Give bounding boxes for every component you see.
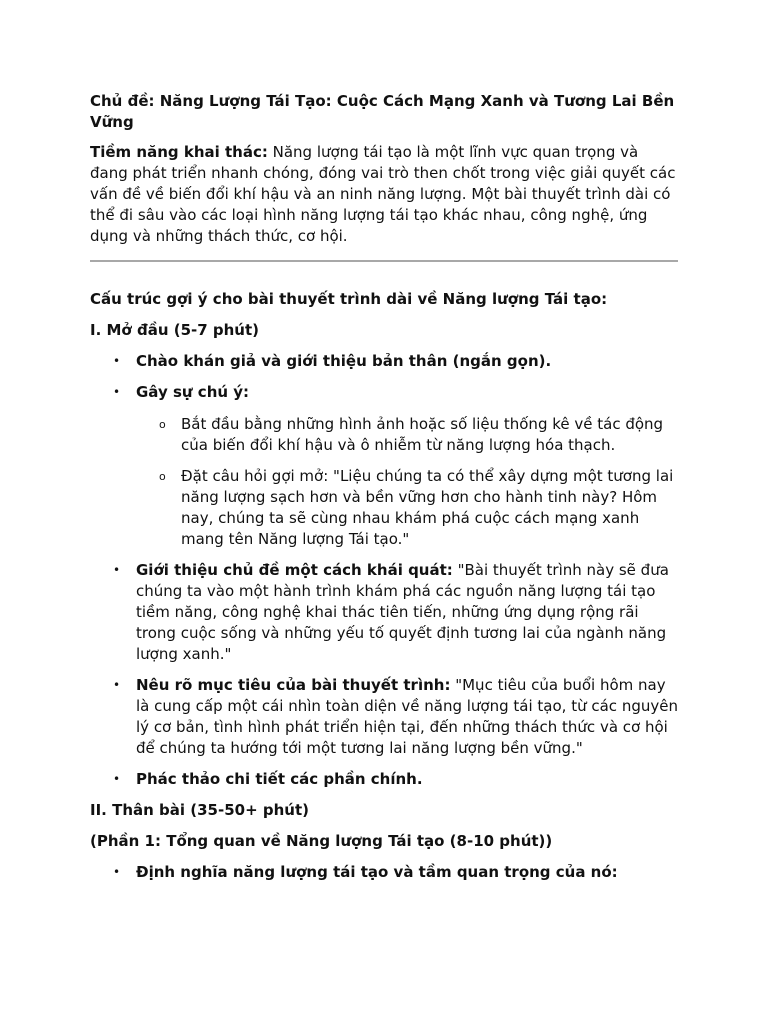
potential-text: Năng lượng tái tạo là một lĩnh vực quan trọng và đang phát triển nhanh chóng, đóng vai trò then chốt trong việc giải quyết các vấn đề về biến đổi khí hậu và an ninh năng lượng. Một bài thuyết trình dài có thể đi sâu vào các loại hình năng lượng tái tạo khác nhau, công nghệ, ứng dụng và những thách thức, cơ hội. — [90, 143, 676, 245]
section2-part1-heading: (Phần 1: Tổng quan về Năng lượng Tái tạo (8-10 phút)) — [90, 832, 553, 850]
section2-heading: II. Thân bài (35-50+ phút) — [90, 801, 309, 819]
sub-list-item — [159, 414, 678, 456]
bullet-icon: • — [113, 385, 121, 399]
list-item-label: Nêu rõ mục tiêu của bài thuyết trình: — [136, 676, 451, 694]
list-item — [113, 769, 678, 790]
list-item-text: "Mục tiêu của buổi hôm nay là cung cấp một cái nhìn toàn diện về năng lượng tái tạo, từ các nguyên lý cơ bản, tình hình phát triển hiện tại, đến những thách thức và cơ hội để chúng ta hướng tới một tương lai năng lượng bền vững." — [136, 676, 678, 757]
list-item-text: Phác thảo chi tiết các phần chính. — [136, 770, 423, 788]
section2-list — [90, 862, 678, 883]
sub-list — [136, 414, 678, 550]
topic-line — [90, 91, 678, 133]
section1-list — [90, 351, 678, 790]
sub-list-item — [159, 466, 678, 550]
circle-bullet-icon: o — [159, 470, 166, 483]
list-item-text: Định nghĩa năng lượng tái tạo và tầm quan trọng của nó: — [136, 863, 618, 881]
circle-bullet-icon: o — [159, 418, 166, 431]
list-item-text: Gây sự chú ý: — [136, 383, 250, 401]
bullet-icon: • — [113, 354, 121, 368]
list-item — [113, 675, 678, 759]
list-item-text: Chào khán giả và giới thiệu bản thân (ngắn gọn). — [136, 352, 552, 370]
list-item — [113, 862, 678, 883]
topic-title: Năng Lượng Tái Tạo: Cuộc Cách Mạng Xanh và Tương Lai Bền Vững — [90, 92, 675, 131]
structure-heading: Cấu trúc gợi ý cho bài thuyết trình dài về Năng lượng Tái tạo: — [90, 290, 608, 308]
section1-heading: I. Mở đầu (5-7 phút) — [90, 321, 260, 339]
list-item-text: "Bài thuyết trình này sẽ đưa chúng ta vào một hành trình khám phá các nguồn năng lượng tái tạo tiềm năng, công nghệ khai thác tiên tiến, những ứng dụng rộng rãi trong cuộc sống và những yếu tố quyết định tương lai của ngành năng lượng xanh." — [136, 561, 669, 663]
bullet-icon: • — [113, 772, 121, 786]
bullet-icon: • — [113, 563, 121, 577]
horizontal-divider — [90, 260, 678, 262]
bullet-icon: • — [113, 678, 121, 692]
bullet-icon: • — [113, 865, 121, 879]
potential-paragraph — [90, 142, 678, 247]
sub-list-item-text: Đặt câu hỏi gợi mở: "Liệu chúng ta có thể xây dựng một tương lai năng lượng sạch hơn và bền vững hơn cho hành tinh này? Hôm nay, chúng ta sẽ cùng nhau khám phá cuộc cách mạng xanh mang tên Năng lượng Tái tạo." — [181, 467, 674, 548]
potential-label: Tiềm năng khai thác: — [90, 143, 268, 161]
list-item-label: Giới thiệu chủ đề một cách khái quát: — [136, 561, 453, 579]
sub-list-item-text: Bắt đầu bằng những hình ảnh hoặc số liệu thống kê về tác động của biến đổi khí hậu và ô nhiễm từ năng lượng hóa thạch. — [181, 415, 664, 454]
list-item — [113, 560, 678, 665]
topic-label: Chủ đề: — [90, 92, 155, 110]
list-item — [113, 382, 678, 550]
list-item — [113, 351, 678, 372]
